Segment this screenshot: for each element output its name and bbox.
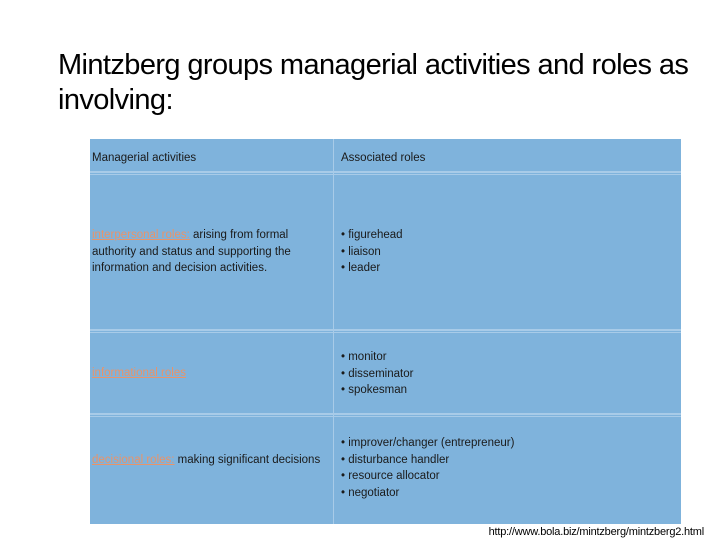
role-item: • disturbance handler xyxy=(341,453,450,466)
row-divider xyxy=(90,171,681,173)
source-link[interactable]: http://www.bola.biz/mintzberg/mintzberg2.html xyxy=(488,526,704,538)
activity-interpersonal xyxy=(92,227,328,277)
activity-label-interpersonal: interpersonal roles: xyxy=(92,229,190,241)
role-item: • improver/changer (entrepreneur) xyxy=(341,437,515,449)
activity-desc-interpersonal: arising from formal authority and status and supporting the information and decision activities. xyxy=(92,229,291,274)
role-item: • monitor xyxy=(341,351,387,363)
role-item: • figurehead xyxy=(341,229,403,241)
role-item: • negotiator xyxy=(341,486,400,499)
roles-table xyxy=(90,139,681,524)
activity-label-decisional: decisional roles: xyxy=(92,454,175,466)
slide-title: Mintzberg groups managerial activities and roles as involving: xyxy=(58,49,689,116)
activity-label-informational: informational roles xyxy=(92,367,186,379)
row-divider xyxy=(90,413,681,415)
header-managerial-activities: Managerial activities xyxy=(92,152,197,164)
activity-informational xyxy=(92,365,328,382)
roles-informational xyxy=(341,349,671,399)
role-item: • spokesman xyxy=(341,384,408,396)
role-item: • resource allocator xyxy=(341,470,440,482)
roles-decisional xyxy=(341,435,671,501)
role-item: • disseminator xyxy=(341,367,414,380)
activity-desc-decisional: making significant decisions xyxy=(174,454,321,466)
role-item: • liaison xyxy=(341,245,381,258)
roles-interpersonal xyxy=(341,227,671,277)
activity-decisional xyxy=(92,452,328,469)
role-item: • leader xyxy=(341,262,381,274)
header-associated-roles: Associated roles xyxy=(341,152,426,164)
row-divider xyxy=(90,329,681,331)
